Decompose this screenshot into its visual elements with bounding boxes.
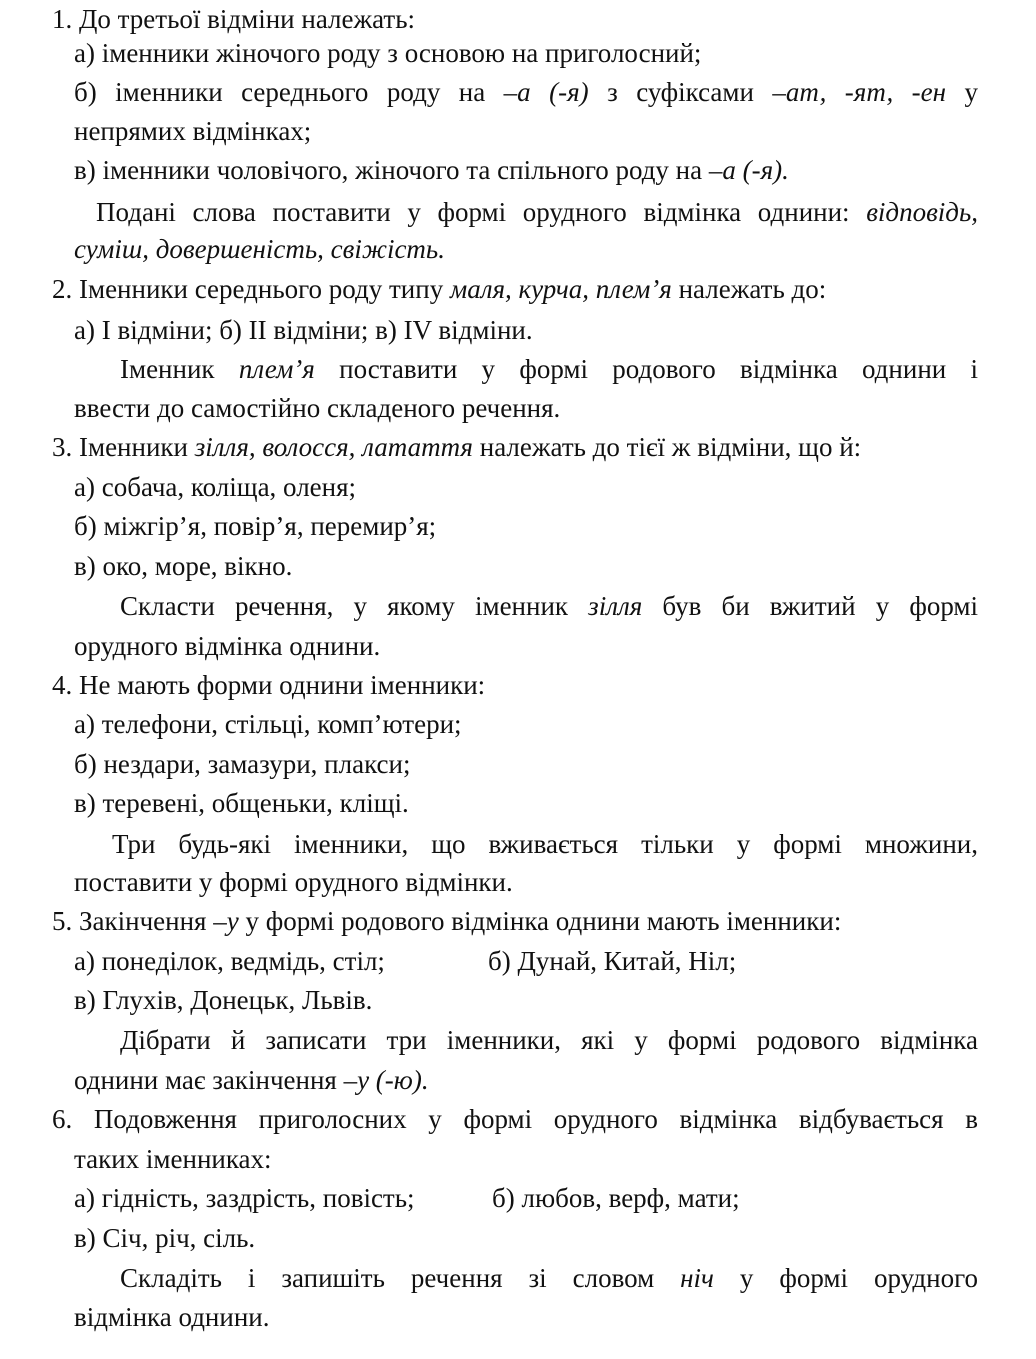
q4-task-cont: поставити у формі орудного відмінки. <box>74 867 513 897</box>
q2-task-cont: ввести до самостійно складеного речення. <box>74 393 561 423</box>
q6-option-c: в) Січ, річ, сіль. <box>74 1223 256 1253</box>
q3-option-c: в) око, море, вікно. <box>74 551 293 581</box>
q1-option-b: б) іменники середнього роду на –а (-я) з суфіксами –ат, -ят, -ен у <box>74 77 979 107</box>
q5-option-a: а) понеділок, ведмідь, стіл; <box>74 946 385 976</box>
q5-option-c: в) Глухів, Донецьк, Львів. <box>74 985 373 1015</box>
q4-task: Три будь-які іменники, що вживається тільки у формі множини, <box>112 829 978 859</box>
q2-task: Іменник плем’я поставити у формі родового відмінка однини і <box>120 354 978 384</box>
q5-stem: 5. Закінчення –у у формі родового відмінка однини мають іменники: <box>52 906 842 936</box>
q6-stem-cont: таких іменниках: <box>74 1144 272 1174</box>
q3-option-b: б) міжгір’я, повір’я, перемир’я; <box>74 511 437 541</box>
q1-option-c: в) іменники чоловічого, жіночого та спільного роду на –а (-я). <box>74 155 789 185</box>
q3-option-a: а) собача, коліща, оленя; <box>74 472 357 502</box>
q5-task: Дібрати й записати три іменники, які у формі родового відмінка <box>120 1025 978 1055</box>
q6-option-b: б) любов, верф, мати; <box>492 1183 740 1213</box>
q1-option-b-cont: непрямих відмінках; <box>74 116 312 146</box>
q3-stem: 3. Іменники зілля, волосся, латаття належать до тієї ж відміни, що й: <box>52 432 862 462</box>
q5-option-b: б) Дунай, Китай, Ніл; <box>488 946 737 976</box>
q4-option-a: а) телефони, стільці, комп’ютери; <box>74 709 462 739</box>
q2-options: а) І відміни; б) ІІ відміни; в) IV відміни. <box>74 315 533 345</box>
q3-task: Скласти речення, у якому іменник зілля був би вжитий у формі <box>120 591 978 621</box>
q1-option-a: а) іменники жіночого роду з основою на приголосний; <box>74 38 702 68</box>
q6-task-cont: відмінка однини. <box>74 1302 270 1332</box>
q6-option-a: а) гідність, заздрість, повість; <box>74 1183 415 1213</box>
q6-task: Складіть і запишіть речення зі словом ніч у формі орудного <box>120 1263 978 1293</box>
q4-option-b: б) нездари, замазури, плакси; <box>74 749 411 779</box>
q5-task-cont: однини має закінчення –у (-ю). <box>74 1065 429 1095</box>
q2-stem: 2. Іменники середнього роду типу маля, курча, плем’я належать до: <box>52 274 827 304</box>
q1-task-cont: суміш, довершеність, свіжість. <box>74 234 445 264</box>
q4-option-c: в) теревені, общеньки, кліщі. <box>74 788 409 818</box>
q1-stem: 1. До третьої відміни належать: <box>52 4 416 34</box>
q1-task: Подані слова поставити у формі орудного відмінка однини: відповідь, <box>96 197 978 227</box>
q6-stem: 6. Подовження приголосних у формі орудного відмінка відбувається в <box>52 1104 978 1134</box>
q4-stem: 4. Не мають форми однини іменники: <box>52 670 486 700</box>
q3-task-cont: орудного відмінка однини. <box>74 631 381 661</box>
